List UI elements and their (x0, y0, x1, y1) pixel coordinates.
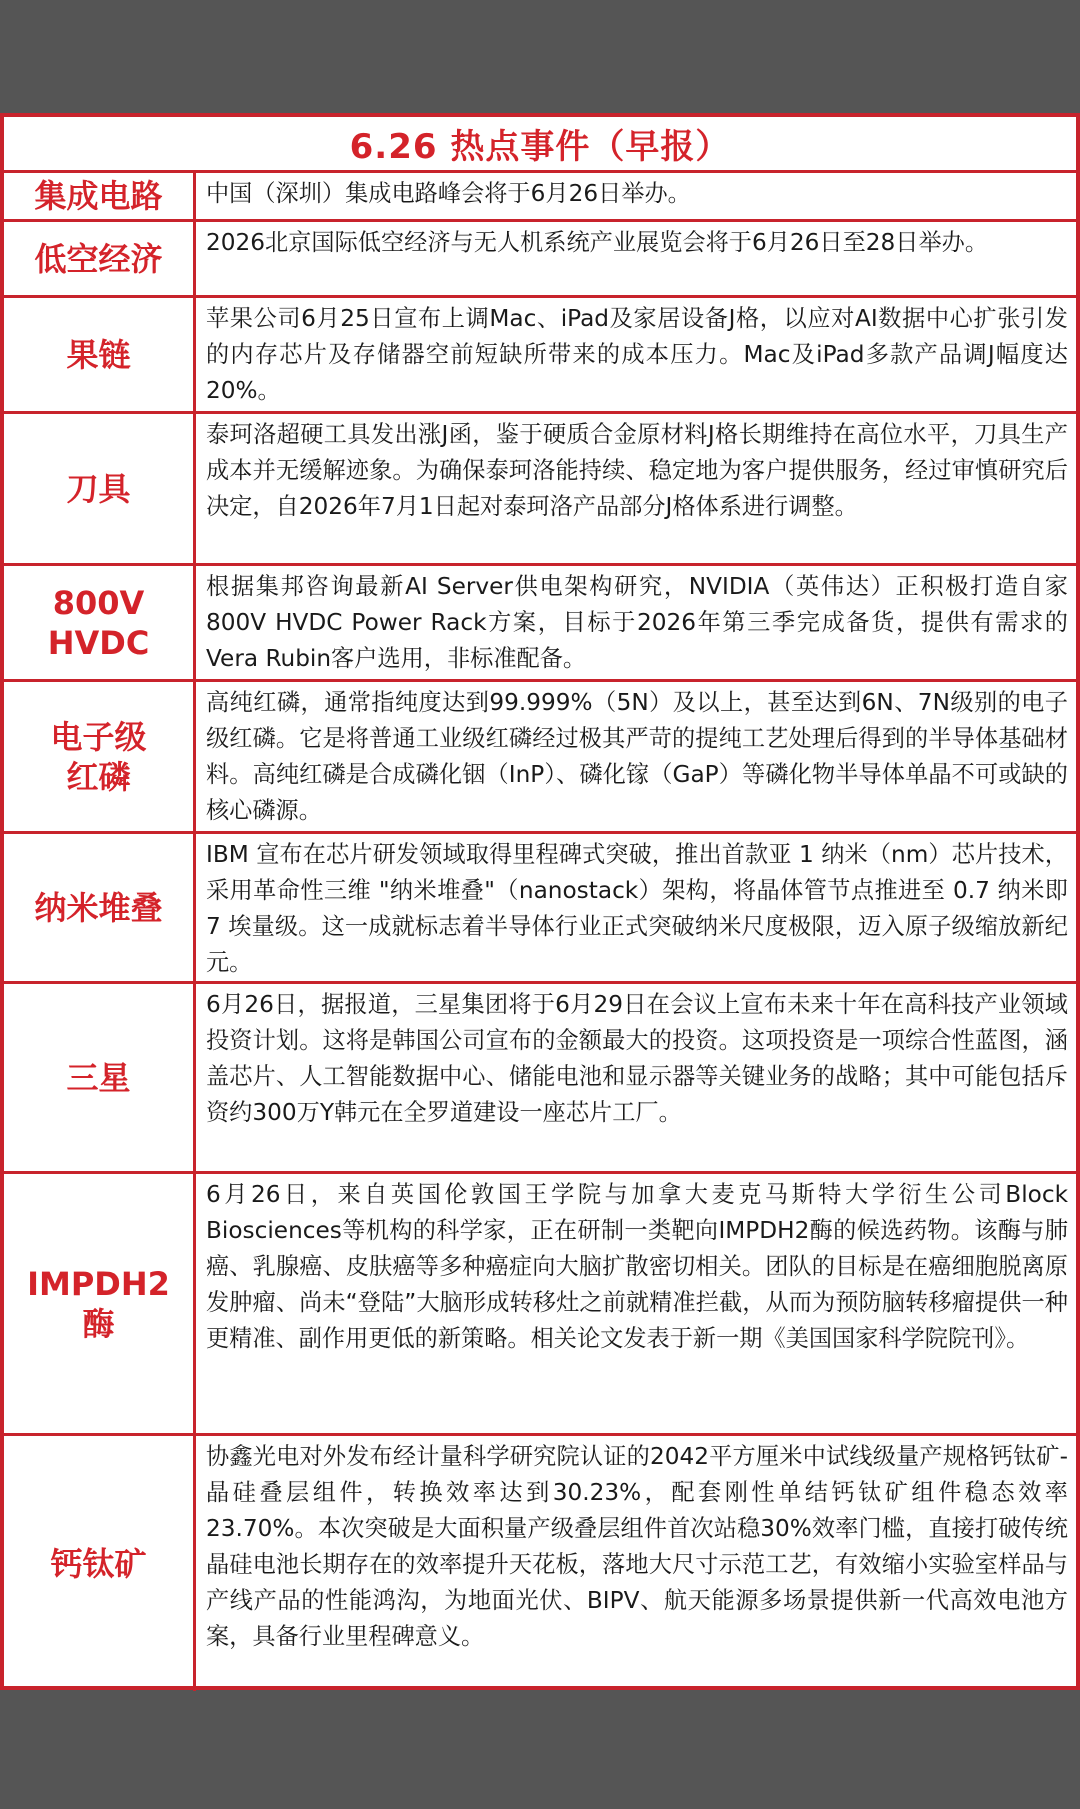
table-row (4, 414, 1076, 566)
table-row (4, 984, 1076, 1174)
row-content: 2026北京国际低空经济与无人机系统产业展览会将于6月26日至28日举办。 (206, 229, 989, 256)
table-row (4, 298, 1076, 414)
news-table (0, 113, 1080, 1690)
row-content: 6月26日，据报道，三星集团将于6月29日在会议上宣布未来十年在高科技产业领域投资计划。这将是韩国公司宣布的金额最大的投资。这项投资是一项综合性蓝图，涵盖芯片、人工智能数据中心、储能电池和显示器等关键业务的战略；其中可能包括斥资约300万Y韩元在全罗道建设一座芯片工厂。 (206, 991, 1068, 1126)
row-content: 泰珂洛超硬工具发出涨J函，鉴于硬质合金原材料J格长期维持在高位水平，刀具生产成本并无缓解迹象。为确保泰珂洛能持续、稳定地为客户提供服务，经过审慎研究后决定，自2026年7月1日起对泰珂洛产品部分J格体系进行调整。 (206, 421, 1068, 520)
table-row (4, 222, 1076, 298)
row-label: IMPDH2 酶 (4, 1174, 196, 1433)
row-label: 三星 (4, 984, 196, 1171)
row-label: 电子级红磷 (4, 682, 196, 831)
row-label: 果链 (4, 298, 196, 411)
table-row (4, 1174, 1076, 1436)
row-label: 集成电路 (4, 173, 196, 219)
table-row (4, 834, 1076, 984)
row-content: IBM 宣布在芯片研发领域取得里程碑式突破，推出首款亚 1 纳米（nm）芯片技术，采用革命性三维 "纳米堆叠"（nanostack）架构，将晶体管节点推进至 0.7 纳米即 7 埃量级。这一成就标志着半导体行业正式突破纳米尺度极限，迈入原子级缩放新纪元。 (206, 841, 1068, 976)
row-content: 苹果公司6月25日宣布上调Mac、iPad及家居设备J格，以应对AI数据中心扩张引发的内存芯片及存储器空前短缺所带来的成本压力。Mac及iPad多款产品调J幅度达20%。 (206, 305, 1068, 404)
page-title: 6.26 热点事件（早报） (4, 117, 1076, 173)
row-content: 高纯红磷，通常指纯度达到99.999%（5N）及以上，甚至达到6N、7N级别的电子级红磷。它是将普通工业级红磷经过极其严苛的提纯工艺处理后得到的半导体基础材料。高纯红磷是合成磷化铟（InP）、磷化镓（GaP）等磷化物半导体单晶不可或缺的核心磷源。 (206, 689, 1068, 824)
table-row (4, 1436, 1076, 1691)
row-content: 协鑫光电对外发布经计量科学研究院认证的2042平方厘米中试线级量产规格钙钛矿-晶硅叠层组件，转换效率达到30.23%，配套刚性单结钙钛矿组件稳态效率23.70%。本次突破是大面积量产级叠层组件首次站稳30%效率门槛，直接打破传统晶硅电池长期存在的效率提升天花板，落地大尺寸示范工艺，有效缩小实验室样品与产线产品的性能鸿沟，为地面光伏、BIPV、航天能源多场景提供新一代高效电池方案，具备行业里程碑意义。 (206, 1443, 1068, 1650)
table-row (4, 173, 1076, 222)
row-content: 中国（深圳）集成电路峰会将于6月26日举办。 (206, 180, 691, 207)
row-label: 纳米堆叠 (4, 834, 196, 981)
row-label: 低空经济 (4, 222, 196, 295)
row-label: 刀具 (4, 414, 196, 563)
row-content: 根据集邦咨询最新AI Server供电架构研究，NVIDIA（英伟达）正积极打造自家800V HVDC Power Rack方案，目标于2026年第三季完成备货，提供有需求的Vera Rubin客户选用，非标准配备。 (206, 573, 1068, 672)
row-label: 800V HVDC (4, 566, 196, 679)
table-row (4, 682, 1076, 834)
row-label: 钙钛矿 (4, 1436, 196, 1691)
row-content: 6月26日，来自英国伦敦国王学院与加拿大麦克马斯特大学衍生公司Block Biosciences等机构的科学家，正在研制一类靶向IMPDH2酶的候选药物。该酶与肺癌、乳腺癌、皮肤癌等多种癌症向大脑扩散密切相关。团队的目标是在癌细胞脱离原发肿瘤、尚未“登陆”大脑形成转移灶之前就精准拦截，从而为预防脑转移瘤提供一种更精准、副作用更低的新策略。相关论文发表于新一期《美国国家科学院院刊》。 (206, 1181, 1068, 1352)
table-row (4, 566, 1076, 682)
